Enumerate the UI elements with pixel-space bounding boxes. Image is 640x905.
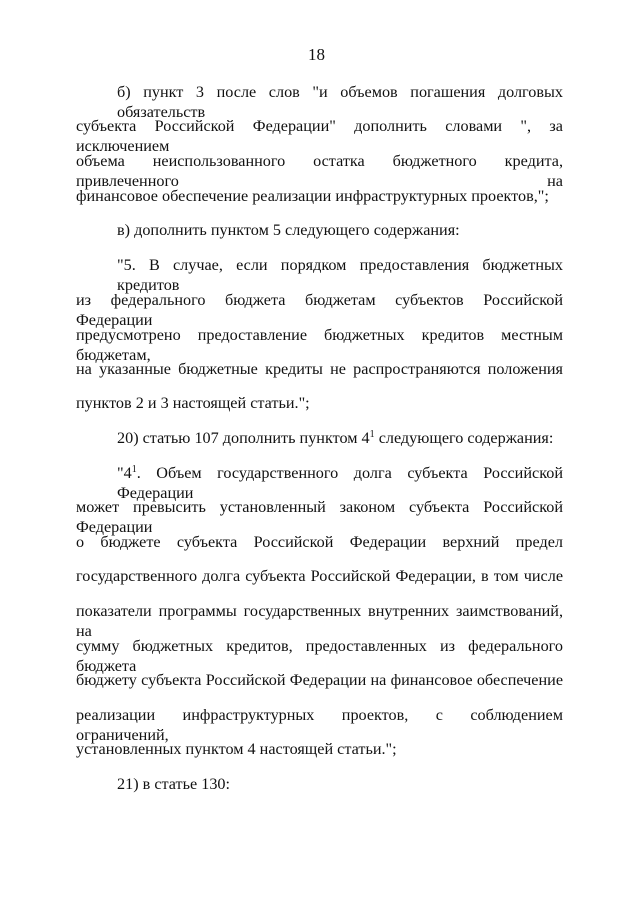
text-segment: . Объем государственного долга субъекта Российской Федерации bbox=[117, 464, 563, 502]
superscript: 1 bbox=[369, 429, 375, 440]
text-line bbox=[117, 428, 553, 448]
text-line: сумму бюджетных кредитов, предоставленных из федерального бюджета bbox=[76, 637, 563, 675]
text-line: предусмотрено предоставление бюджетных кредитов местным бюджетам, bbox=[76, 326, 563, 364]
text-line: субъекта Российской Федерации" дополнить словами ", за исключением bbox=[76, 117, 563, 155]
text-line: объема неиспользованного остатка бюджетного кредита, привлеченного на bbox=[76, 152, 563, 190]
text-segment: "4 bbox=[117, 464, 132, 482]
text-line: финансовое обеспечение реализации инфраструктурных проектов,"; bbox=[76, 187, 549, 205]
text-line: "5. В случае, если порядком предоставления бюджетных кредитов bbox=[117, 256, 563, 294]
text-line: о бюджете субъекта Российской Федерации верхний предел bbox=[76, 533, 563, 551]
superscript: 1 bbox=[131, 464, 137, 475]
text-line: из федерального бюджета бюджетам субъектов Российской Федерации bbox=[76, 291, 563, 329]
text-line: бюджету субъекта Российской Федерации на финансовое обеспечение bbox=[76, 671, 563, 689]
text-line: на указанные бюджетные кредиты не распространяются положения bbox=[76, 360, 563, 378]
text-line: 21) в статье 130: bbox=[117, 775, 231, 793]
text-line: может превысить установленный законом субъекта Российской Федерации bbox=[76, 498, 563, 536]
text-line: б) пункт 3 после слов "и объемов погашения долговых обязательств bbox=[117, 83, 563, 121]
text-line: реализации инфраструктурных проектов, с соблюдением ограничений, bbox=[76, 706, 563, 744]
page-number: 18 bbox=[308, 45, 325, 64]
text-segment: следующего содержания: bbox=[374, 429, 554, 447]
text-line: установленных пунктом 4 настоящей статьи."; bbox=[76, 740, 397, 758]
text-line: в) дополнить пунктом 5 следующего содержания: bbox=[117, 221, 460, 239]
text-line: пунктов 2 и 3 настоящей статьи."; bbox=[76, 394, 310, 412]
text-line: показатели программы государственных внутренних заимствований, на bbox=[76, 602, 563, 640]
text-segment: 20) статью 107 дополнить пунктом 4 bbox=[117, 429, 370, 447]
text-line: государственного долга субъекта Российской Федерации, в том числе bbox=[76, 567, 563, 585]
